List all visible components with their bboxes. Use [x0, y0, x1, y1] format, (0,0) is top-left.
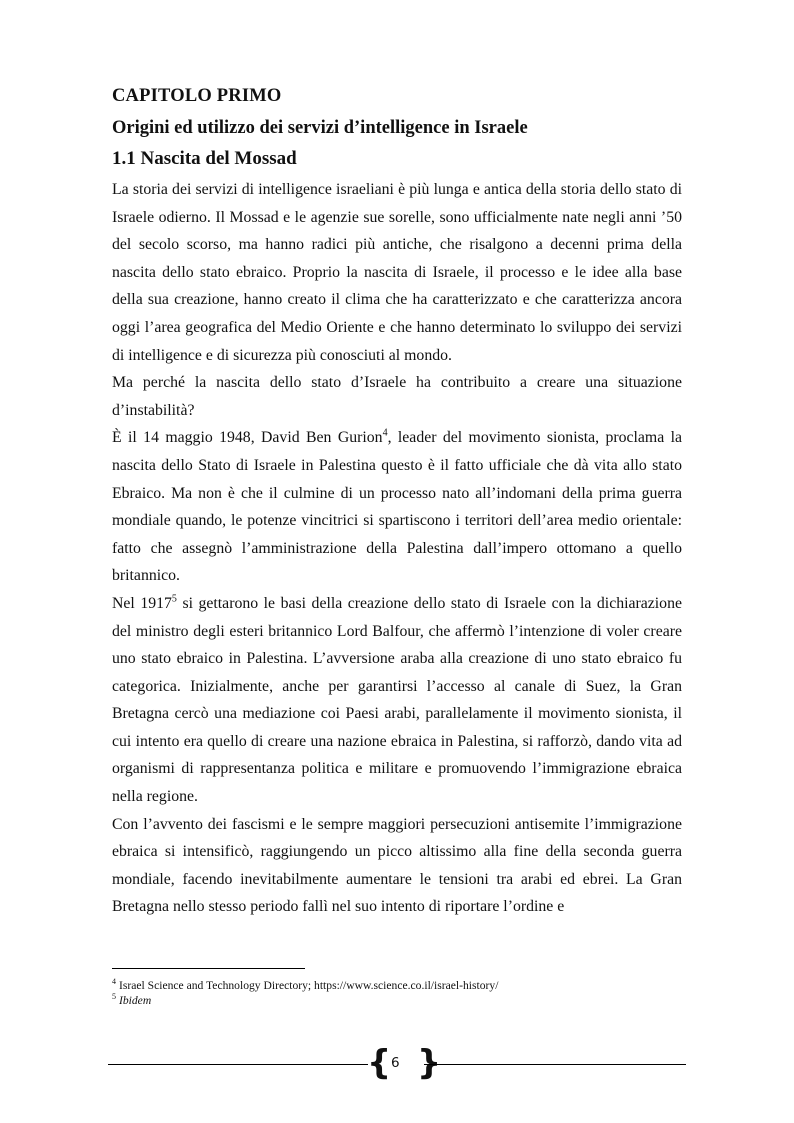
footer-rule-right — [424, 1064, 686, 1065]
footnote-separator — [112, 968, 305, 969]
footnote — [112, 993, 498, 1008]
footnote-number: 4 — [112, 977, 116, 987]
paragraph: Ma perché la nascita dello stato d’Israele ha contribuito a creare una situazione d’instabilità? — [112, 374, 682, 419]
footnote-ref: 4 — [382, 428, 388, 440]
paragraph — [112, 590, 682, 811]
paragraph — [112, 424, 682, 590]
paragraph: La storia dei servizi di intelligence israeliani è più lunga e antica della storia dello stato di Israele odierno. Il Mossad e le agenzie sue sorelle, sono ufficialmente nate negli anni ’50 del secolo scorso, ma hanno radici più antiche, che risalgono a decenni prima della nascita dello stato ebraico. Proprio la nascita di Israele, il processo e le idee alla base della sua creazione, hanno creato il clima che ha caratterizzato e che caratterizza ancora oggi l’area geografica del Medio Oriente e che hanno determinato lo sviluppo dei servizi di intelligence e di sicurezza più conosciuti al mondo. — [112, 181, 682, 364]
chapter-subtitle: Origini ed utilizzo dei servizi d’intelligence in Israele — [112, 118, 528, 138]
footnote-number: 5 — [112, 992, 116, 1002]
page-footer — [108, 1043, 686, 1083]
footnotes — [112, 978, 498, 1008]
right-brace-icon: } — [417, 1043, 442, 1083]
page-number: 6 — [391, 1055, 400, 1071]
footer-rule-left — [108, 1064, 368, 1065]
body-text — [112, 176, 682, 921]
left-brace-icon: { — [367, 1043, 392, 1083]
paragraph-text: Nel 1917 — [112, 594, 172, 612]
paragraph: Con l’avvento dei fascismi e le sempre maggiori persecuzioni antisemite l’immigrazione ebraica si intensificò, raggiungendo un picco altissimo alla fine della seconda guerra mondiale, facendo inevitabilmente aumentare le tensioni tra arabi ed ebrei. La Gran Bretagna nello stesso periodo fallì nel suo intento di riportare l’ordine e — [112, 815, 682, 916]
footnote-text: Ibidem — [119, 994, 152, 1007]
paragraph-text: , leader del movimento sionista, proclama la nascita dello Stato di Israele in Palestina questo è il fatto ufficiale che dà vita allo stato Ebraico. Ma non è che il culmine di un processo nato all’indomani della prima guerra mondiale quando, le potenze vincitrici si spartiscono i territori dell’area medio orientale: fatto che assegnò l’amministrazione della Palestina dall’impero ottomano a quello britannico. — [112, 429, 682, 585]
paragraph-text: È il 14 maggio 1948, David Ben Gurion — [112, 429, 383, 447]
paragraph-text: si gettarono le basi della creazione dello stato di Israele con la dichiarazione del ministro degli esteri britannico Lord Balfour, che affermò l’intenzione di voler creare uno stato ebraico in Palestina. L’avversione araba alla creazione di uno stato ebraico fu categorica. Inizialmente, anche per garantirsi l’accesso al canale di Suez, la Gran Bretagna cercò una mediazione coi Paesi arabi, parallelamente il movimento sionista, il cui intento era quello di creare una nazione ebraica in Palestina, si rafforzò, dando vita ad organismi di rappresentanza politica e militare e promuovendo l’immigrazione ebraica nella regione. — [112, 594, 682, 806]
footnote-ref: 5 — [171, 593, 177, 605]
footnote-text: Israel Science and Technology Directory; https://www.science.co.il/israel-history/ — [119, 979, 499, 992]
section-title: 1.1 Nascita del Mossad — [112, 148, 297, 169]
footnote — [112, 978, 498, 993]
chapter-title: CAPITOLO PRIMO — [112, 86, 282, 106]
